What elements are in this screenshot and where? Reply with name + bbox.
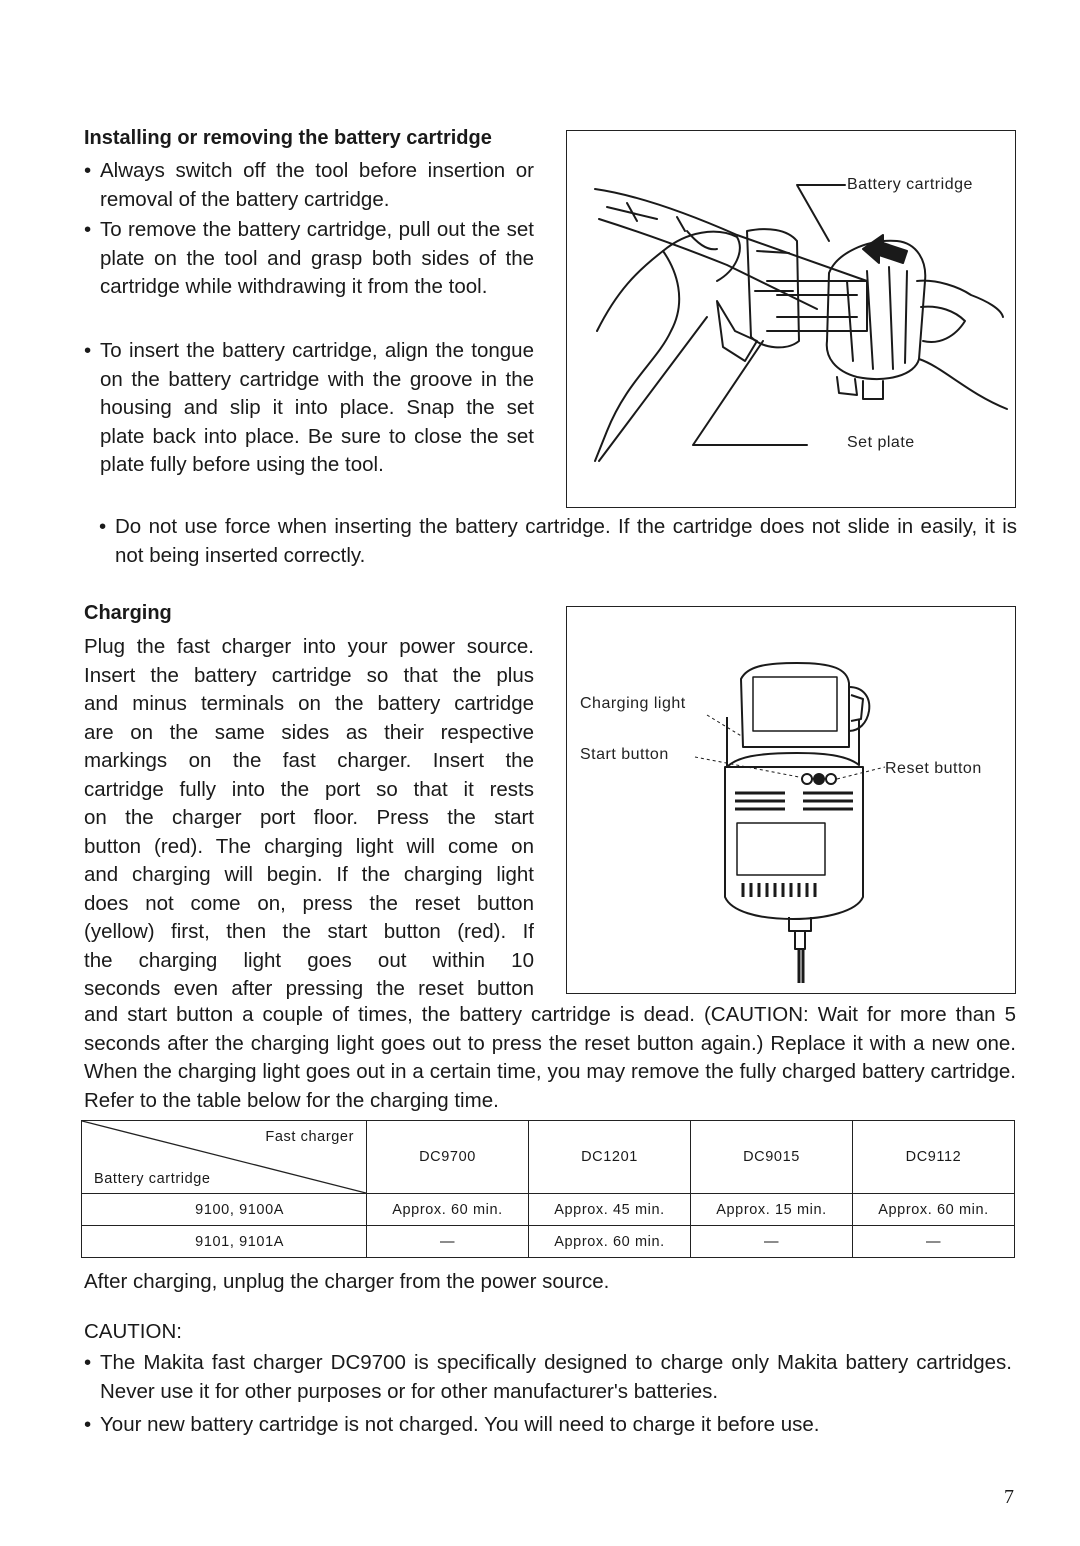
bullet-text: To insert the battery cartridge, align the tongue on the battery cartridge with the groove in the housing and slip it into place. Snap the set plate back into place. Be sure to close the set plate fully before using the tool. [100,339,534,476]
corner-label-fast-charger: Fast charger [265,1129,354,1145]
bullet-item [84,157,534,214]
bullet-dot: • [84,339,92,362]
bullet-item [84,216,534,302]
paragraph-line: and minus terminals on the battery cartridge [84,692,534,715]
label-start-button: Start button [580,746,669,763]
charger-illustration [567,607,1015,993]
bullet-text: The Makita fast charger DC9700 is specifically designed to charge only Makita battery cartridges. Never use it for other purposes or for other manufacturer's batteries. [100,1351,1012,1403]
caution-bullet [84,1349,1012,1406]
paragraph-line: and charging will begin. If the charging light [84,863,534,886]
section-heading-charging: Charging [84,602,172,624]
bullet-dot: • [84,218,92,241]
label-battery-cartridge: Battery cartridge [847,176,973,193]
table-cell: Approx. 60 min. [853,1194,1015,1226]
bullet-text: Your new battery cartridge is not charged. You will need to charge it before use. [100,1413,820,1436]
table-header-cell: DC9700 [367,1121,529,1194]
table-header-row [82,1121,1015,1194]
paragraph-line: Insert the battery cartridge so that the plus [84,663,534,687]
table-cell: Approx. 60 min. [529,1226,691,1258]
table-cell: Approx. 45 min. [529,1194,691,1226]
label-charging-light: Charging light [580,695,686,712]
table-cell-model: 9101, 9101A [82,1226,367,1258]
table-corner-cell [82,1121,367,1194]
table-row [82,1194,1015,1226]
paragraph-line: does not come on, press the reset button [84,891,534,915]
table-cell: Approx. 15 min. [691,1194,853,1226]
table-cell: — [853,1226,1015,1258]
bullet-item [84,337,534,480]
table-header-cell: DC9015 [691,1121,853,1194]
charging-time-table [81,1120,1015,1258]
table-cell: — [691,1226,853,1258]
table-row [82,1226,1015,1258]
battery-install-figure [566,130,1016,508]
bullet-dot: • [99,515,107,538]
paragraph-line: Plug the fast charger into your power source. [84,635,534,658]
charger-figure [566,606,1016,994]
paragraph-line: cartridge fully into the port so that it rests [84,777,534,801]
paragraph-line: (yellow) first, then the start button (red). If [84,920,534,943]
bullet-item [99,513,1017,570]
paragraph-line: on the charger port floor. Press the start [84,806,534,829]
table-header-cell: DC9112 [853,1121,1015,1194]
page-number: 7 [1004,1486,1014,1508]
bullet-dot: • [84,1351,92,1374]
caution-bullet [84,1411,1012,1440]
paragraph-line: seconds even after pressing the reset button [84,977,534,1000]
label-reset-button: Reset button [885,760,982,777]
paragraph-line: button (red). The charging light will come on [84,834,534,858]
paragraph-line: the charging light goes out within 10 [84,948,534,972]
after-charging-text: After charging, unplug the charger from the power source. [84,1270,610,1293]
paragraph-line: are on the same sides as their respective [84,720,534,744]
section-heading-install: Installing or removing the battery cartridge [84,127,492,149]
charging-paragraph-continued: and start button a couple of times, the battery cartridge is dead. (CAUTION: Wait for more than 5 seconds after the charging light goes out to press the reset button again.) Replace it with a new one. When the charging light goes out in a certain time, you may remove the fully charged battery cartridge. Refer to the table below for the charging time. [84,1003,1016,1112]
paragraph-line: markings on the fast charger. Insert the [84,749,534,772]
label-set-plate: Set plate [847,434,915,451]
caution-title: CAUTION: [84,1320,182,1343]
table-cell-model: 9100, 9100A [82,1194,367,1226]
corner-label-battery-cartridge: Battery cartridge [94,1171,211,1187]
bullet-dot: • [84,159,92,182]
bullet-text: Do not use force when inserting the battery cartridge. If the cartridge does not slide in easily, it is not being inserted correctly. [115,515,1017,567]
table-cell: — [367,1226,529,1258]
table-cell: Approx. 60 min. [367,1194,529,1226]
table-header-cell: DC1201 [529,1121,691,1194]
bullet-text: Always switch off the tool before insertion or removal of the battery cartridge. [100,159,534,211]
charging-paragraph [84,633,534,1004]
bullet-text: To remove the battery cartridge, pull out the set plate on the tool and grasp both sides of the cartridge while withdrawing it from the tool. [100,218,534,298]
bullet-dot: • [84,1413,92,1436]
